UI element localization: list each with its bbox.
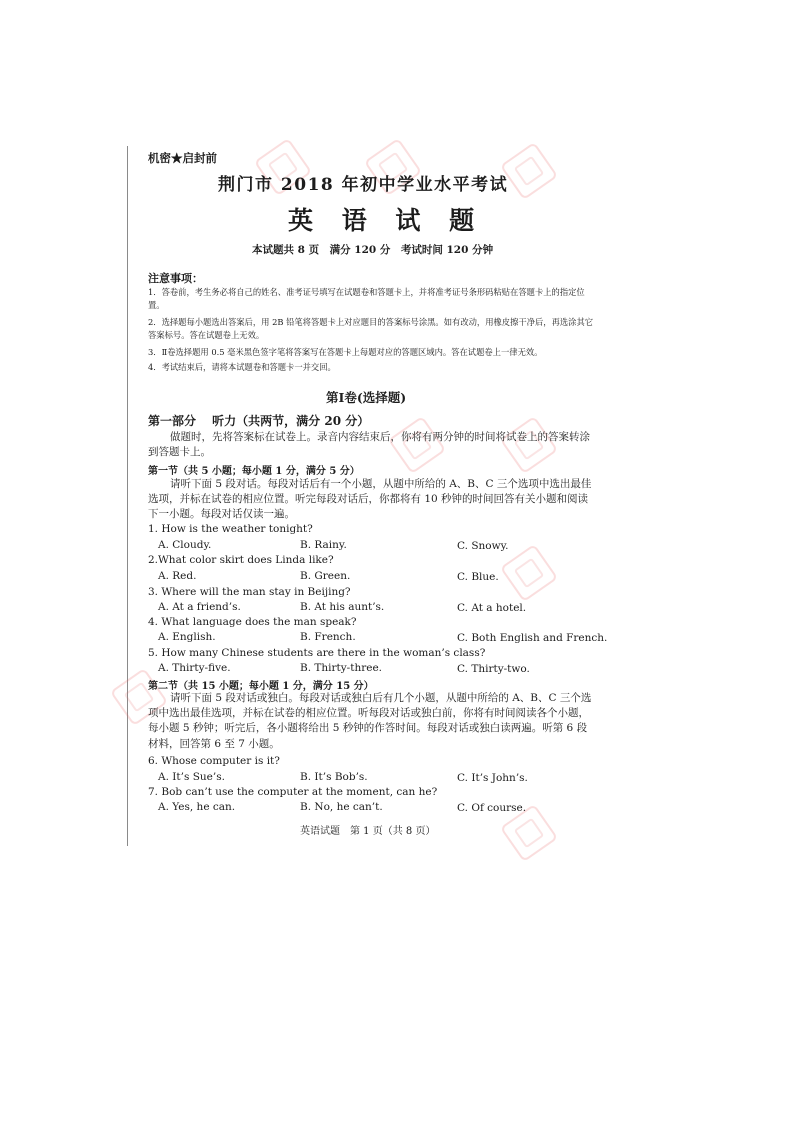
- option-b: B. Thirty-three.: [300, 662, 383, 674]
- watermark-stamp: [500, 544, 558, 602]
- exam-info: 本试题共 8 页 满分 120 分 考试时间 120 分钟: [252, 244, 494, 256]
- part-heading: 第一部分 听力（共两节，满分 20 分）: [148, 414, 370, 428]
- question-stem: 2.What color skirt does Linda like?: [148, 554, 334, 566]
- section-heading: 第二节（共 15 小题；每小题 1 分，满分 15 分）: [148, 681, 374, 692]
- option-b: B. At his aunt’s.: [300, 601, 385, 613]
- option-a: A. Cloudy.: [158, 539, 212, 551]
- question-stem: 6. Whose computer is it?: [148, 755, 280, 767]
- option-b: B. Green.: [300, 570, 351, 582]
- notice-heading: 注意事项：: [148, 272, 203, 285]
- option-a: A. Yes, he can.: [158, 801, 236, 813]
- option-c: C. Thirty-two.: [457, 663, 530, 675]
- option-c: C. At a hotel.: [457, 602, 527, 614]
- question-stem: 3. Where will the man stay in Beijing?: [148, 586, 351, 598]
- question-stem: 1. How is the weather tonight?: [148, 523, 313, 535]
- option-a: A. Thirty-five.: [158, 662, 231, 674]
- option-a: A. Red.: [158, 570, 197, 582]
- part-intro: 做题时，先将答案标在试卷上。录音内容结束后，你将有两分钟的时间将试卷上的答案转涂到答题卡上。: [148, 431, 590, 459]
- option-c: C. Of course.: [457, 802, 527, 814]
- volume-heading: 第Ⅰ卷(选择题): [326, 390, 407, 405]
- notice-item: 3．Ⅱ卷选择题用 0.5 毫米黑色签字笔将答案写在答题卡上每题对应的答题区域内。答在试题卷上一律无效。: [148, 347, 543, 357]
- watermark-stamp: [500, 142, 558, 200]
- notice-item: 2．选择题每小题选出答案后，用 2B 铅笔将答题卡上对应题目的答案标号涂黑。如有改动，用橡皮擦干净后，再选涂其它答案标号。答在试题卷上无效。: [148, 317, 594, 340]
- option-c: C. Snowy.: [457, 540, 509, 552]
- option-b: B. French.: [300, 631, 356, 643]
- notice-item: 1．答卷前，考生务必将自己的姓名、准考证号填写在试题卷和答题卡上，并将准考证号条形码粘贴在答题卡上的指定位置。: [148, 287, 585, 310]
- option-b: B. It’s Bob’s.: [300, 771, 368, 783]
- question-stem: 4. What language does the man speak?: [148, 616, 357, 628]
- option-b: B. Rainy.: [300, 539, 347, 551]
- exam-main-title: 英 语 试 题: [288, 206, 485, 235]
- option-a: A. It’s Sue’s.: [158, 771, 225, 783]
- exam-city-title: 荆门市 2018 年初中学业水平考试: [218, 175, 509, 195]
- section-heading: 第一节（共 5 小题；每小题 1 分，满分 5 分）: [148, 466, 360, 477]
- page-footer: 英语试题 第 1 页（共 8 页）: [300, 826, 436, 837]
- option-b: B. No, he can’t.: [300, 801, 383, 813]
- question-stem: 7. Bob can’t use the computer at the moment, can he?: [148, 786, 438, 798]
- option-a: A. English.: [158, 631, 216, 643]
- option-c: C. Blue.: [457, 571, 499, 583]
- scan-edge-line: [127, 146, 128, 846]
- confidential-label: 机密★启封前: [148, 151, 217, 165]
- section-intro: 请听下面 5 段对话。每段对话后有一个小题，从题中所给的 A、B、C 三个选项中选出最佳选项，并标在试卷的相应位置。听完每段对话后，你都将有 10 秒钟的时间回答有关小题和阅读下一小题。每段对话仅读一遍。: [148, 478, 592, 521]
- notice-item: 4．考试结束后，请将本试题卷和答题卡一并交回。: [148, 362, 336, 372]
- option-a: A. At a friend’s.: [158, 601, 241, 613]
- question-stem: 5. How many Chinese students are there in the woman’s class?: [148, 647, 486, 659]
- section-intro: 请听下面 5 段对话或独白。每段对话或独白后有几个小题，从题中所给的 A、B、C 三个选项中选出最佳选项，并标在试卷的相应位置。听每段对话或独白前，你将有时间阅读各个小题，每小题 5 秒钟；听完后，各小题将给出 5 秒钟的作答时间。每段对话或独白读两遍。听第 6 段材料，回答第 6 至 7 小题。: [148, 692, 592, 750]
- option-c: C. Both English and French.: [457, 632, 608, 644]
- option-c: C. It’s John’s.: [457, 772, 528, 784]
